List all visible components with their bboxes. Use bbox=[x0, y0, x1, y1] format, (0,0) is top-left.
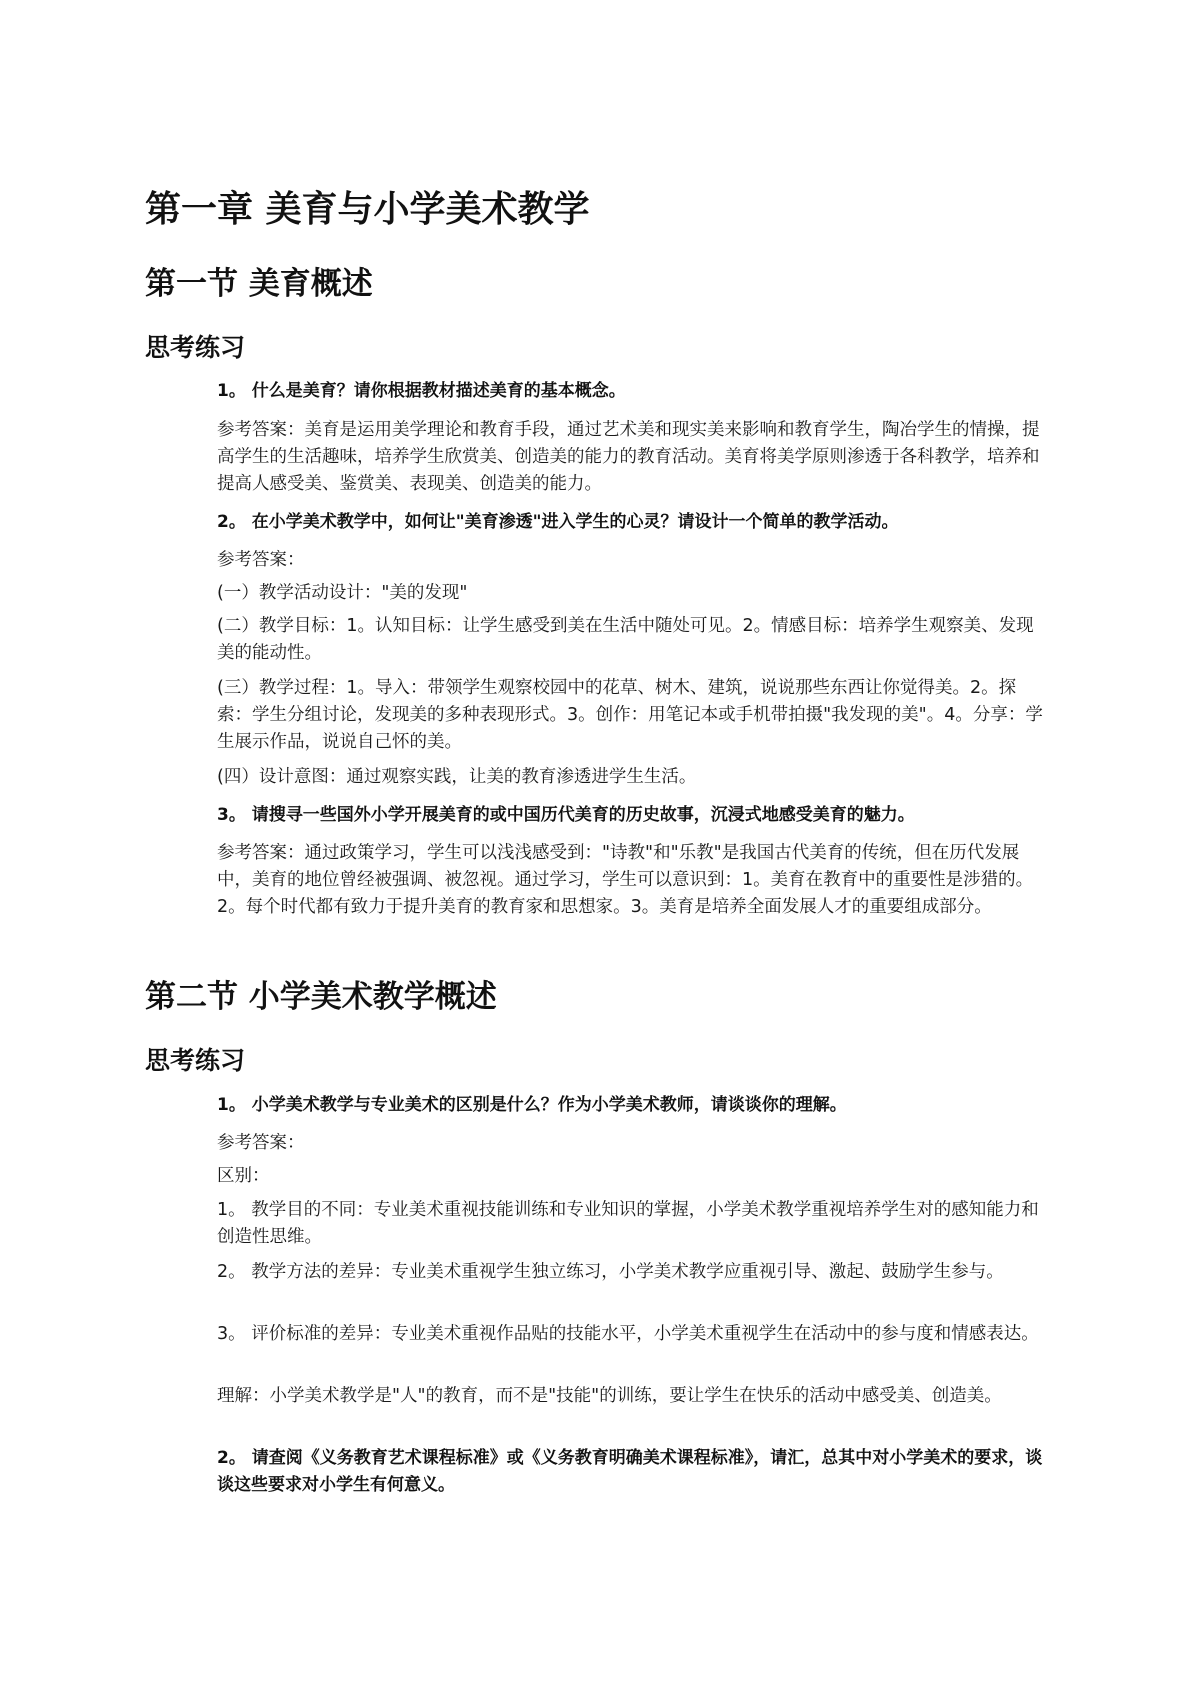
section-1-answer-2-item-2: (二）教学目标：1。认知目标：让学生感受到美在生活中随处可见。2。情感目标：培养学生观察美、发现美的能动性。 bbox=[217, 616, 1034, 663]
section-2-answer-1-item-1: 1。 教学目的不同：专业美术重视技能训练和专业知识的掌握，小学美术教学重视培养学生对的感知能力和创造性思维。 bbox=[217, 1200, 1039, 1247]
section-1-question-1: 1。 什么是美育？请你根据教材描述美育的基本概念。 bbox=[217, 381, 626, 401]
section-1-answer-1: 参考答案：美育是运用美学理论和教育手段，通过艺术美和现实美来影响和教育学生，陶冶学生的情操，提高学生的生活趣味，培养学生欣赏美、创造美的能力的教育活动。美育将美学原则渗透于各科教学，培养和提高人感受美、鉴赏美、表现美、创造美的能力。 bbox=[217, 420, 1040, 494]
section-1-answer-2-intro: 参考答案： bbox=[217, 550, 305, 570]
section-1-exercise-title: 思考练习 bbox=[145, 333, 246, 362]
section-1-question-3: 3。 请搜寻一些国外小学开展美育的或中国历代美育的历史故事，沉浸式地感受美育的魅力。 bbox=[217, 805, 915, 825]
section-2-question-1: 1。 小学美术教学与专业美术的区别是什么？作为小学美术教师，请谈谈你的理解。 bbox=[217, 1095, 847, 1115]
section-2-title: 第二节 小学美术教学概述 bbox=[145, 979, 497, 1015]
section-2-answer-1-item-3: 3。 评价标准的差异：专业美术重视作品贴的技能水平，小学美术重视学生在活动中的参与度和情感表达。 bbox=[217, 1324, 1039, 1344]
section-2-answer-1-item-2: 2。 教学方法的差异：专业美术重视学生独立练习，小学美术教学应重视引导、激起、鼓励学生参与。 bbox=[217, 1262, 1004, 1282]
section-1-answer-2-item-1: (一）教学活动设计："美的发现" bbox=[217, 583, 468, 603]
section-1-title: 第一节 美育概述 bbox=[145, 266, 373, 302]
section-1-answer-3: 参考答案：通过政策学习，学生可以浅浅感受到："诗教"和"乐教"是我国古代美育的传统，但在历代发展中，美育的地位曾经被强调、被忽视。通过学习，学生可以意识到：1。美育在教育中的重要性是涉猎的。2。每个时代都有致力于提升美育的教育家和思想家。3。美育是培养全面发展人才的重要组成部分。 bbox=[217, 843, 1034, 917]
section-2-answer-1-intro: 参考答案： bbox=[217, 1133, 305, 1153]
chapter-title: 第一章 美育与小学美术教学 bbox=[145, 189, 590, 230]
section-1-question-2: 2。 在小学美术教学中，如何让"美育渗透"进入学生的心灵？请设计一个简单的教学活动。 bbox=[217, 512, 899, 532]
section-2-question-2: 2。 请查阅《义务教育艺术课程标准》或《义务教育明确美术课程标准》，请汇，总其中对小学美术的要求，谈谈这些要求对小学生有何意义。 bbox=[217, 1448, 1043, 1495]
section-1-answer-2-item-4: (四）设计意图：通过观察实践，让美的教育渗透进学生生活。 bbox=[217, 767, 697, 787]
section-2-answer-1-understanding: 理解：小学美术教学是"人"的教育，而不是"技能"的训练，要让学生在快乐的活动中感受美、创造美。 bbox=[217, 1386, 1002, 1406]
section-2-answer-1-diff-label: 区别： bbox=[217, 1166, 270, 1186]
section-2-exercise-title: 思考练习 bbox=[145, 1046, 246, 1075]
section-1-answer-2-item-3: (三）教学过程：1。导入：带领学生观察校园中的花草、树木、建筑，说说那些东西让你觉得美。2。探索：学生分组讨论，发现美的多种表现形式。3。创作：用笔记本或手机带拍摄"我发现的美"。4。分享：学生展示作品，说说自己怀的美。 bbox=[217, 678, 1043, 752]
